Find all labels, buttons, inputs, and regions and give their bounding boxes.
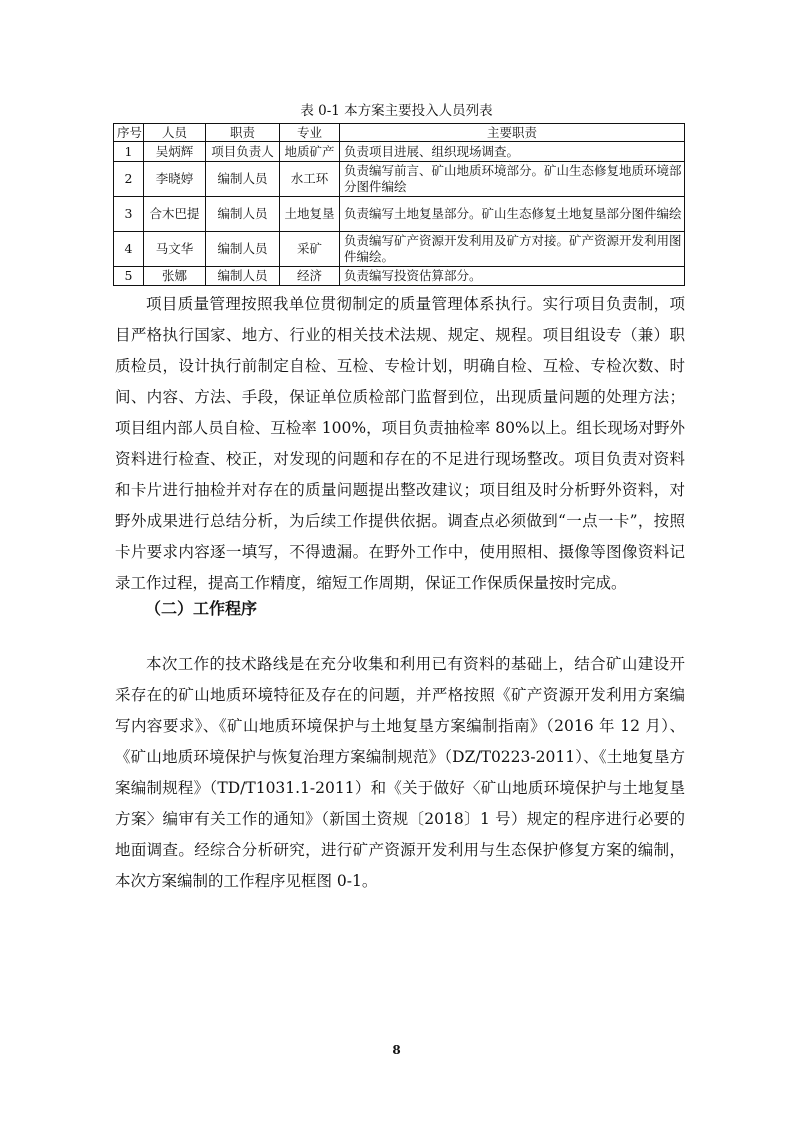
cell-name: 李晓婷 xyxy=(144,162,206,197)
header-major: 专业 xyxy=(280,124,340,142)
cell-role: 编制人员 xyxy=(206,197,280,232)
cell-no: 2 xyxy=(114,162,144,197)
table-row xyxy=(114,232,685,267)
staff-table xyxy=(113,123,685,286)
cell-major: 水工环 xyxy=(280,162,340,197)
cell-role: 编制人员 xyxy=(206,232,280,267)
cell-no: 3 xyxy=(114,197,144,232)
table-row xyxy=(114,162,685,197)
cell-role: 编制人员 xyxy=(206,162,280,197)
cell-duty: 负责编写土地复垦部分。矿山生态修复土地复垦部分图件编绘 xyxy=(340,197,685,232)
cell-major: 经济 xyxy=(280,267,340,286)
page-number: 8 xyxy=(392,1043,401,1057)
cell-duty: 负责编写投资估算部分。 xyxy=(340,267,685,286)
cell-name: 张娜 xyxy=(144,267,206,286)
quality-management-paragraph: 项目质量管理按照我单位贯彻制定的质量管理体系执行。实行项目负责制，项目严格执行国家、地方、行业的相关技术法规、规定、规程。项目组设专（兼）职质检员，设计执行前制定自检、互检、专检计划，明确自检、互检、专检次数、时间、内容、方法、手段，保证单位质检部门监督到位，出现质量问题的处理方法；项目组内部人员自检、互检率 100%，项目负责抽检率 80%以上。组长现场对野外资料进行检查、校正，对发现的问题和存在的不足进行现场整改。项目负责对资料和卡片进行抽检并对存在的质量问题提出整改建议；项目组及时分析野外资料，对野外成果进行总结分析，为后续工作提供依据。调查点必须做到“一点一卡”，按照卡片要求内容逐一填写，不得遗漏。在野外工作中，使用照相、摄像等图像资料记录工作过程，提高工作精度，缩短工作周期，保证工作保质保量按时完成。 xyxy=(115,295,685,592)
cell-role: 编制人员 xyxy=(206,267,280,286)
table-row xyxy=(114,197,685,232)
header-no: 序号 xyxy=(114,124,144,142)
cell-no: 4 xyxy=(114,232,144,267)
cell-major: 采矿 xyxy=(280,232,340,267)
section-heading: （二）工作程序 xyxy=(145,599,258,618)
table-row xyxy=(114,267,685,286)
header-role: 职责 xyxy=(206,124,280,142)
cell-no: 1 xyxy=(114,142,144,162)
cell-major: 土地复垦 xyxy=(280,197,340,232)
cell-major: 地质矿产 xyxy=(280,142,340,162)
table-header-row xyxy=(114,124,685,142)
cell-name: 吴炳辉 xyxy=(144,142,206,162)
cell-role: 项目负责人 xyxy=(206,142,280,162)
cell-duty: 负责项目进展、组织现场调查。 xyxy=(340,142,685,162)
work-procedure-paragraph: 本次工作的技术路线是在充分收集和利用已有资料的基础上，结合矿山建设开采存在的矿山地质环境特征及存在的问题，并严格按照《矿产资源开发利用方案编写内容要求》、《矿山地质环境保护与土地复垦方案编制指南》（2016 年 12 月）、《矿山地质环境保护与恢复治理方案编制规范》（DZ/T0223-2011）、《土地复垦方案编制规程》（TD/T1031.1-2011）和《关于做好〈矿山地质环境保护与土地复垦方案〉编审有关工作的通知》（新国土资规〔2018〕1 号）规定的程序进行必要的地面调查。经综合分析研究，进行矿产资源开发利用与生态保护修复方案的编制，本次方案编制的工作程序见框图 0-1。 xyxy=(115,655,685,890)
table-row xyxy=(114,142,685,162)
header-duty: 主要职责 xyxy=(340,124,685,142)
cell-name: 马文华 xyxy=(144,232,206,267)
cell-duty: 负责编写前言、矿山地质环境部分。矿山生态修复地质环境部分图件编绘 xyxy=(340,162,685,197)
header-name: 人员 xyxy=(144,124,206,142)
cell-duty: 负责编写矿产资源开发利用及矿方对接。矿产资源开发利用图件编绘。 xyxy=(340,232,685,267)
cell-no: 5 xyxy=(114,267,144,286)
cell-name: 合木巴提 xyxy=(144,197,206,232)
table-caption: 表 0-1 本方案主要投入人员列表 xyxy=(300,103,493,119)
